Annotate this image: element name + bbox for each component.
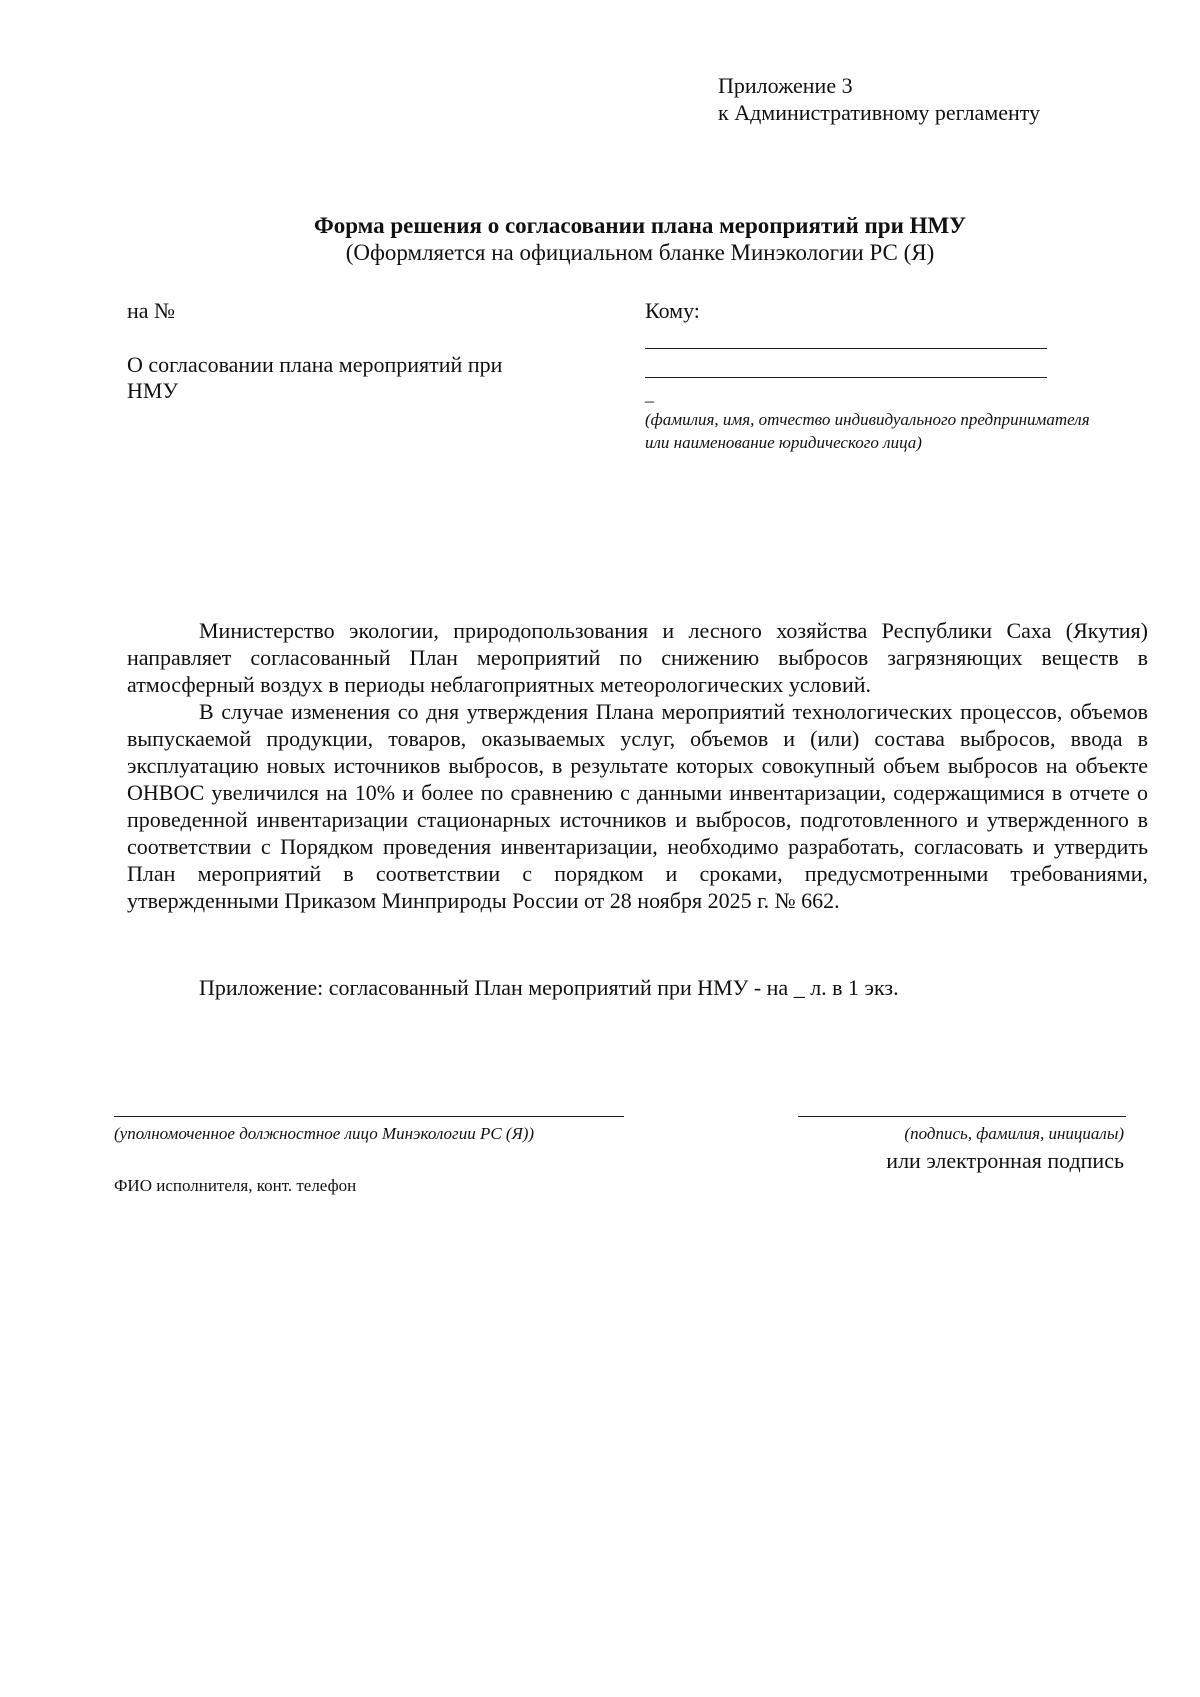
- official-caption: (уполномоченное должностное лицо Минэкологии РС (Я)): [114, 1124, 535, 1143]
- body-text: [127, 617, 1148, 914]
- recipient-line-2: [645, 377, 1047, 378]
- official-signature-line: [114, 1116, 624, 1117]
- document-title-block: [0, 212, 1200, 266]
- body-paragraph-2: В случае изменения со дня утверждения Плана мероприятий технологических процессов, объемов выпускаемой продукции, товаров, оказываемых услуг, объемов и (или) состава выбросов, ввода в эксплуатацию новых источников выбросов, в результате которых совокупный объем выбросов на объекте ОНВОС увеличился на 10% и более по сравнению с данными инвентаризации, содержащимися в отчете о проведенной инвентаризации стационарных источников и выбросов, подготовленного и утвержденного в соответствии с Порядком проведения инвентаризации, необходимо разработать, согласовать и утвердить План мероприятий в соответствии с порядком и сроками, предусмотренными требованиями, утвержденными Приказом Минприроды России от 28 ноября 2025 г. № 662.: [127, 699, 1148, 913]
- recipient-caption: (фамилия, имя, отчество индивидуального предпринимателя или наименование юридического лица): [645, 410, 1090, 452]
- document-title: Форма решения о согласовании плана мероприятий при НМУ: [313, 213, 967, 238]
- electronic-signature-note: или электронная подпись: [886, 1148, 1124, 1173]
- executor-info: ФИО исполнителя, конт. телефон: [114, 1176, 357, 1195]
- appendix-number: Приложение 3: [718, 73, 853, 98]
- subject-block: [127, 352, 502, 404]
- subject-line-2: НМУ: [127, 378, 179, 403]
- document-subtitle: (Оформляется на официальном бланке Минэкологии РС (Я): [345, 240, 935, 265]
- body-paragraph-1: Министерство экологии, природопользования и лесного хозяйства Республики Саха (Якутия) направляет согласованный План мероприятий по снижению выбросов загрязняющих веществ в атмосферный воздух в периоды неблагоприятных метеорологических условий.: [127, 618, 1148, 697]
- recipient-line-1: [645, 348, 1047, 349]
- attachment-line: Приложение: согласованный План мероприятий при НМУ - на _ л. в 1 экз.: [199, 975, 899, 1000]
- reference-number-label: на №: [127, 298, 176, 323]
- recipient-dash: _: [645, 384, 654, 404]
- signature-caption: (подпись, фамилия, инициалы): [904, 1124, 1124, 1143]
- subject-line-1: О согласовании плана мероприятий при: [127, 352, 503, 377]
- signature-line: [798, 1116, 1126, 1117]
- appendix-reference: к Административному регламенту: [718, 100, 1041, 125]
- appendix-header: [718, 72, 1040, 126]
- recipient-label: Кому:: [645, 298, 700, 323]
